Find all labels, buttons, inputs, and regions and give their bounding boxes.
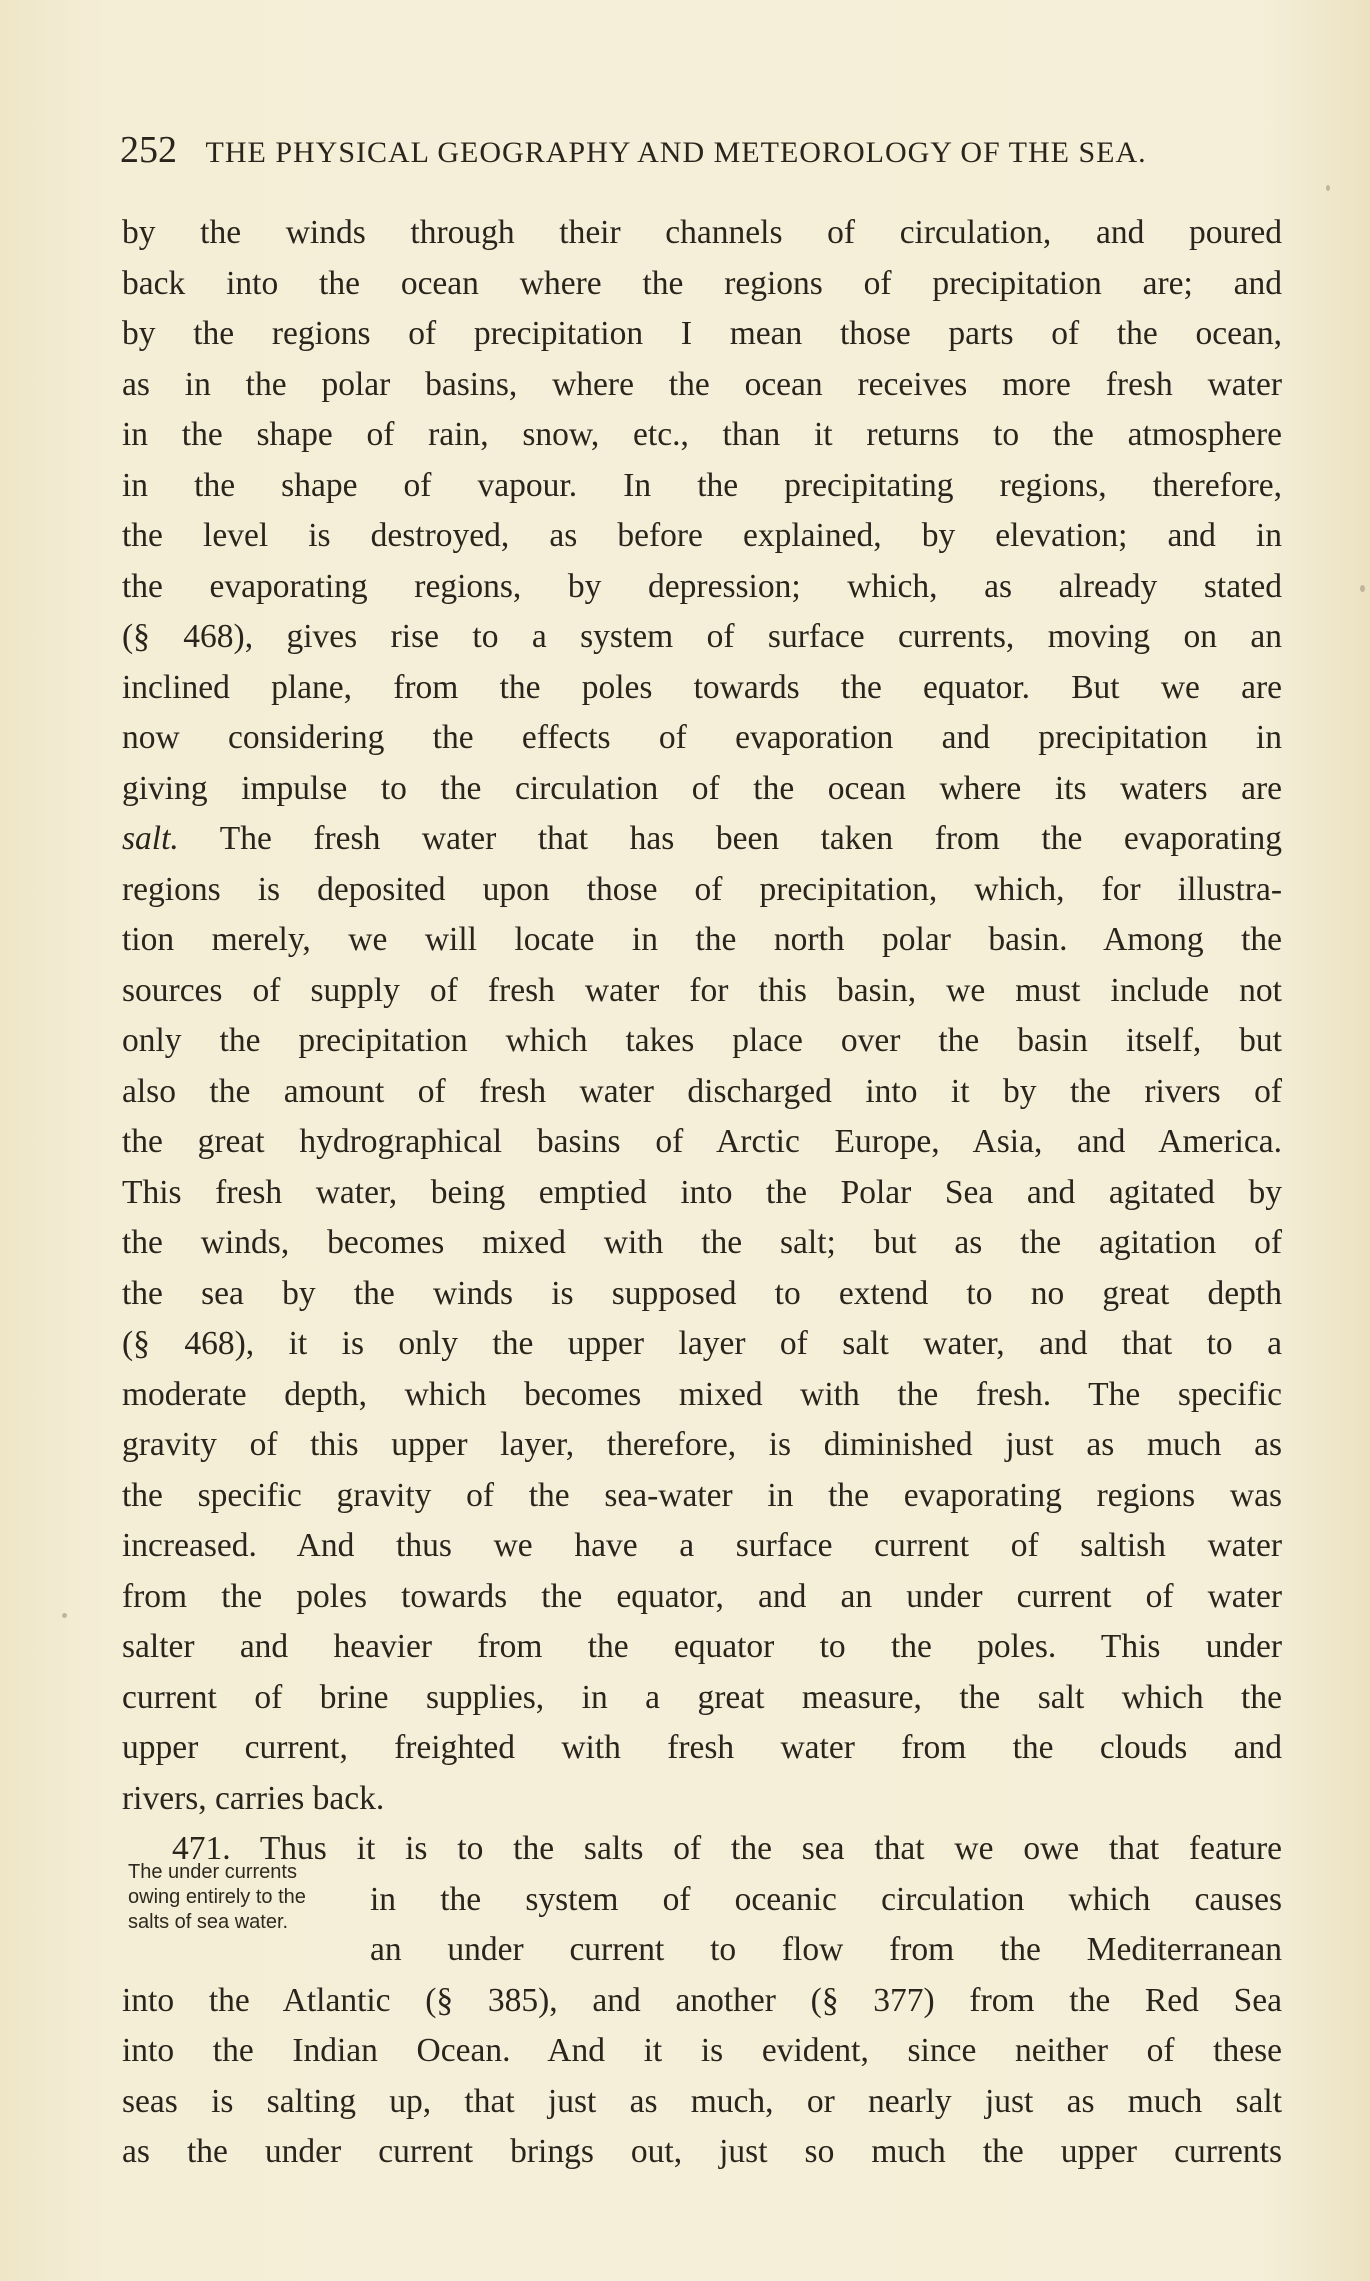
text-line: the great hydrographical basins of Arctic Europe, Asia, and America. [122,1123,1282,1160]
text-line: (§ 468), gives rise to a system of surface currents, moving on an [122,618,1282,655]
page-number: 252 [120,129,177,171]
text-line: as the under current brings out, just so much the upper currents [122,2133,1282,2170]
text-line: also the amount of fresh water discharged into it by the rivers of [122,1072,1282,1110]
text-line: salter and heavier from the equator to the poles. This under [122,1628,1282,1665]
text-line: from the poles towards the equator, and an under current of water [122,1577,1282,1615]
text-line: regions is deposited upon those of precipitation, which, for illustra- [122,870,1282,908]
text-line: upper current, freighted with fresh water from the clouds and [122,1729,1282,1766]
text-line: in the shape of vapour. In the precipitating regions, therefore, [122,466,1282,504]
text-line: in the shape of rain, snow, etc., than it returns to the atmosphere [122,416,1282,453]
paragraph-end-line: rivers, carries back. [122,1779,385,1817]
text-line: increased. And thus we have a surface current of saltish water [122,1527,1282,1564]
text-line: the sea by the winds is supposed to extend to no great depth [122,1274,1282,1312]
text-line: moderate depth, which becomes mixed with the fresh. The specific [122,1375,1282,1413]
text-line-salt [122,814,1282,865]
text-line: as in the polar basins, where the ocean receives more fresh water [122,365,1282,403]
paper-speck [1326,185,1330,191]
text-line: current of brine supplies, in a great measure, the salt which the [122,1678,1282,1716]
text-line: This fresh water, being emptied into the Polar Sea and agitated by [122,1173,1282,1211]
italic-word: salt. [122,820,179,857]
text-line-beside-sidenote: in the system of oceanic circulation which causes [370,1880,1282,1918]
sidenote-line: The under currents [128,1861,297,1883]
text-line: seas is salting up, that just as much, or nearly just as much salt [122,2082,1282,2120]
text-line: giving impulse to the circulation of the ocean where its waters are [122,769,1282,807]
text-line-beside-sidenote: an under current to flow from the Mediterranean [370,1931,1282,1968]
text-line: now considering the effects of evaporation and precipitation in [122,719,1282,756]
text-line: back into the ocean where the regions of precipitation are; and [122,264,1282,302]
line-remainder: The fresh water that has been taken from the evaporating [178,820,1282,857]
text-line: by the winds through their channels of circulation, and poured [122,214,1282,251]
text-line: only the precipitation which takes place over the basin itself, but [122,1022,1282,1059]
sidenote-line: salts of sea water. [128,1911,289,1933]
text-line: the specific gravity of the sea-water in the evaporating regions was [122,1476,1282,1514]
text-line: into the Atlantic (§ 385), and another (§ 377) from the Red Sea [122,1981,1282,2019]
sidenote-line: owing entirely to the [128,1886,306,1908]
text-line: sources of supply of fresh water for this basin, we must include not [122,971,1282,1009]
text-line: by the regions of precipitation I mean those parts of the ocean, [122,315,1282,352]
running-head [120,128,1270,178]
text-line: the evaporating regions, by depression; which, as already stated [122,567,1282,605]
text-line: into the Indian Ocean. And it is evident, since neither of these [122,2032,1282,2069]
marginal-sidenote [128,1860,368,1935]
text-line: inclined plane, from the poles towards the equator. But we are [122,668,1282,706]
text-line: tion merely, we will locate in the north polar basin. Among the [122,921,1282,958]
text-line: the level is destroyed, as before explained, by elevation; and in [122,517,1282,554]
text-line: the winds, becomes mixed with the salt; but as the agitation of [122,1224,1282,1261]
paragraph-471-first-line: 471. Thus it is to the salts of the sea that we owe that feature [172,1830,1282,1867]
running-title: THE PHYSICAL GEOGRAPHY AND METEOROLOGY OF THE SEA. [205,136,1147,169]
text-line: (§ 468), it is only the upper layer of salt water, and that to a [122,1325,1282,1362]
paper-speck [62,1613,67,1618]
paper-speck [1360,585,1365,592]
text-line: gravity of this upper layer, therefore, is diminished just as much as [122,1426,1282,1463]
